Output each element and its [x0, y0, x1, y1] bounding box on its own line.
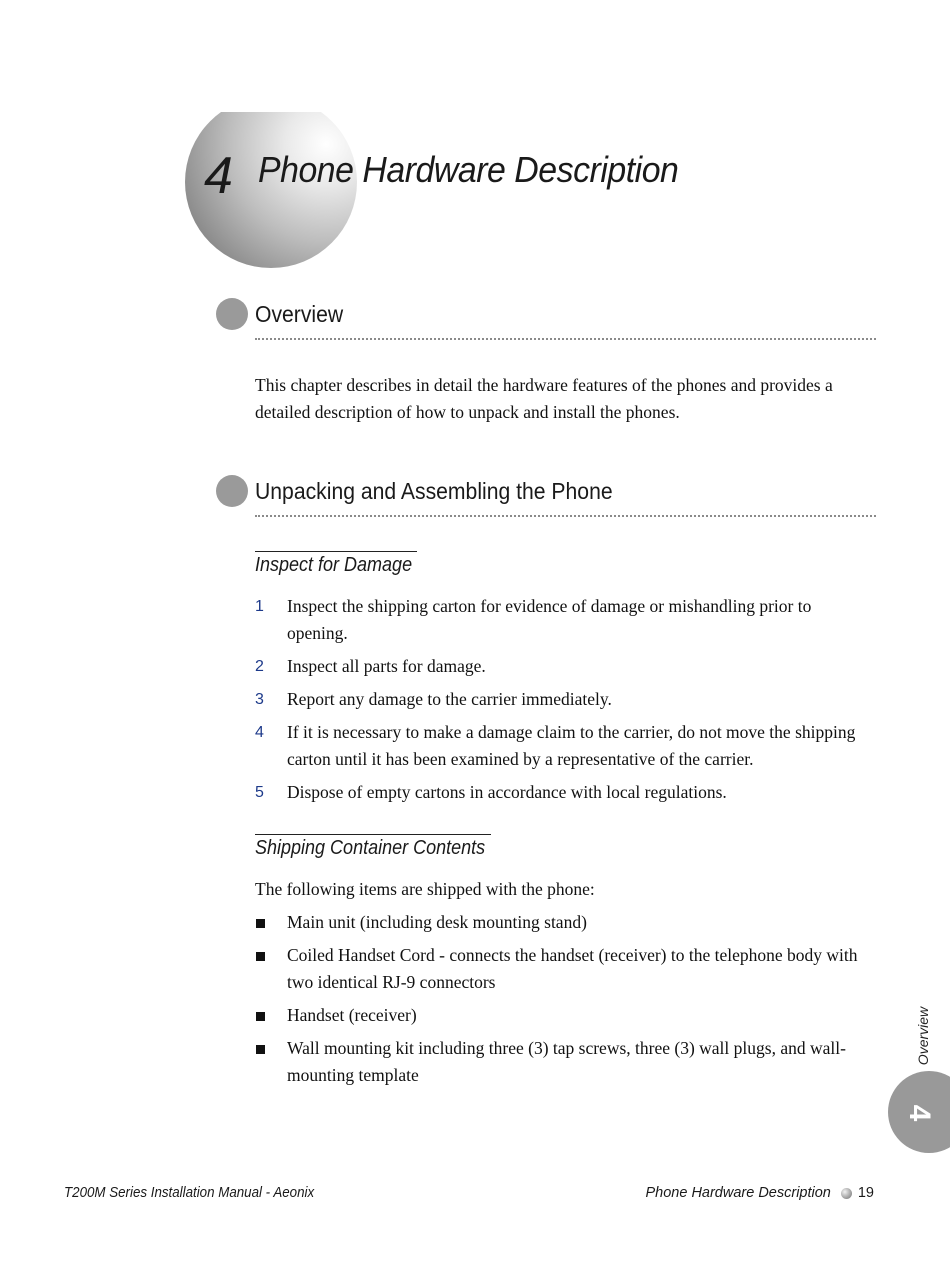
section-title: Overview: [255, 301, 344, 327]
contents-list: [255, 909, 867, 1095]
chapter-title: Phone Hardware Description: [258, 149, 679, 190]
step-text: If it is necessary to make a damage claim to the carrier, do not move the shipping carton until it has been examined by a representative of the carrier.: [287, 722, 856, 769]
item-text: Handset (receiver): [287, 1005, 417, 1025]
overview-paragraph: This chapter describes in detail the hardware features of the phones and provides a detailed description of how to unpack and install the phones.: [255, 375, 833, 422]
list-item: [255, 719, 867, 773]
list-item: [255, 1002, 867, 1029]
step-text: Inspect the shipping carton for evidence of damage or mishandling prior to opening.: [287, 596, 812, 643]
contents-intro: The following items are shipped with the phone:: [255, 879, 595, 899]
sphere-icon: [841, 1188, 852, 1199]
step-number: 2: [255, 658, 264, 675]
footer-page-info: [645, 1185, 874, 1201]
footer-chapter-title: Phone Hardware Description: [645, 1185, 831, 1201]
step-number: 4: [255, 724, 264, 741]
subheading-rule: [255, 834, 491, 835]
list-item: [255, 593, 867, 647]
list-item: [255, 686, 867, 713]
step-text: Dispose of empty cartons in accordance with local regulations.: [287, 782, 727, 802]
inspect-steps-list: [255, 593, 867, 812]
dotted-divider: [255, 515, 876, 517]
list-item: [255, 909, 867, 936]
list-item: [255, 779, 867, 806]
item-text: Main unit (including desk mounting stand): [287, 912, 587, 932]
footer-manual-title: T200M Series Installation Manual - Aeonix: [64, 1185, 315, 1201]
step-text: Inspect all parts for damage.: [287, 656, 486, 676]
section-bullet-icon: [216, 298, 248, 330]
item-text: Wall mounting kit including three (3) tap screws, three (3) wall plugs, and wall-mounting template: [287, 1038, 846, 1085]
list-item: [255, 942, 867, 996]
square-bullet-icon: [256, 1012, 265, 1021]
item-text: Coiled Handset Cord - connects the handset (receiver) to the telephone body with two identical RJ-9 connectors: [287, 945, 858, 992]
square-bullet-icon: [256, 1045, 265, 1054]
subheading-shipping-contents: Shipping Container Contents: [255, 837, 486, 859]
page-number: 19: [857, 1185, 874, 1201]
section-bullet-icon: [216, 475, 248, 507]
section-title: Unpacking and Assembling the Phone: [255, 478, 613, 504]
step-number: 1: [255, 598, 264, 615]
step-number: 5: [255, 784, 264, 801]
side-tab-number: 4: [903, 1104, 936, 1122]
side-tab-label: Overview: [915, 1006, 931, 1066]
subheading-rule: [255, 551, 417, 552]
step-text: Report any damage to the carrier immediately.: [287, 689, 612, 709]
dotted-divider: [255, 338, 876, 340]
subheading-inspect-for-damage: Inspect for Damage: [255, 554, 413, 576]
step-number: 3: [255, 691, 264, 708]
square-bullet-icon: [256, 952, 265, 961]
chapter-number: 4: [204, 147, 233, 205]
square-bullet-icon: [256, 919, 265, 928]
list-item: [255, 653, 867, 680]
list-item: [255, 1035, 867, 1089]
